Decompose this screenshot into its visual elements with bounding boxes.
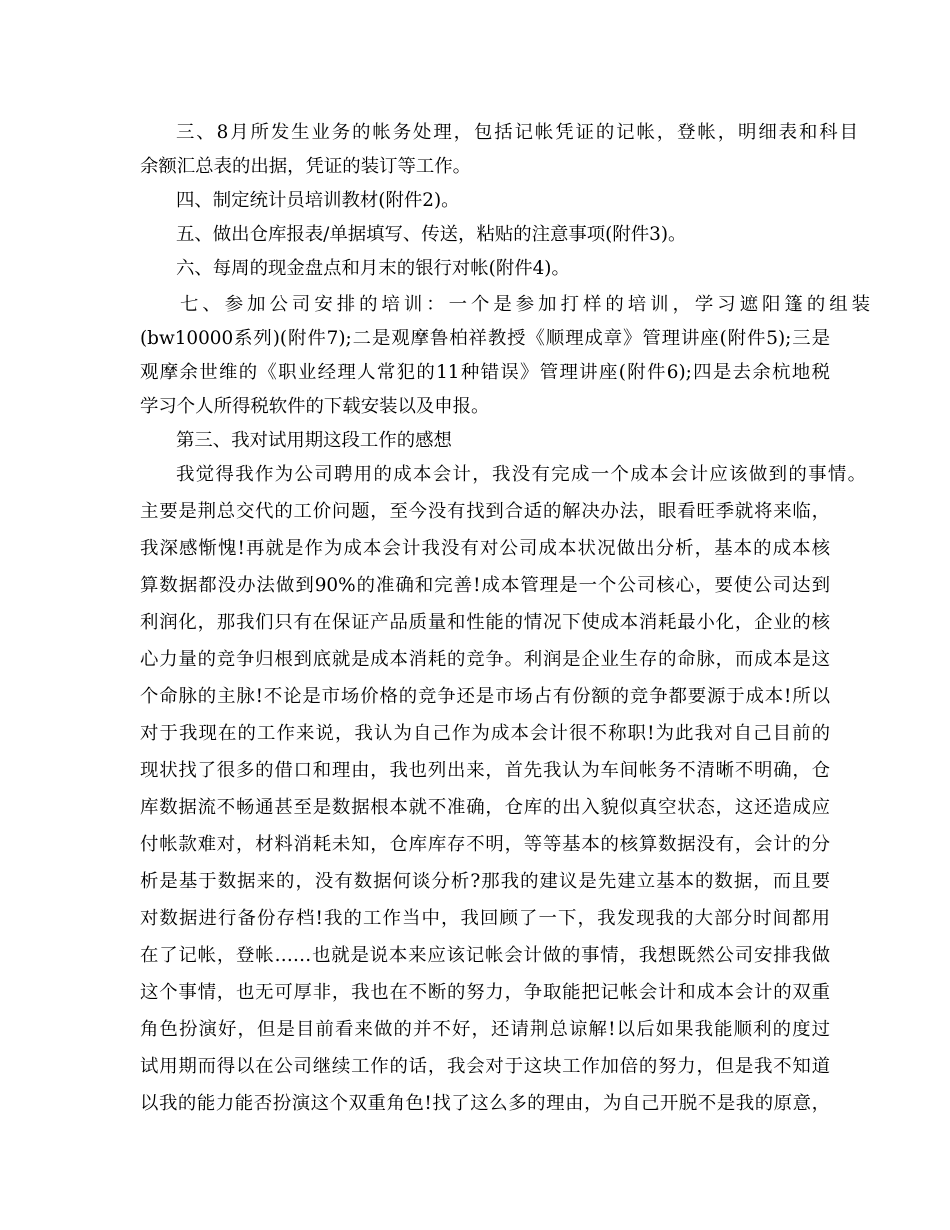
paragraph-item-3-line-2: 余额汇总表的出据，凭证的装订等工作。 [140,156,472,177]
body-line-4: 算数据都没办法做到90%的准确和完善!成本管理是一个公司核心，要使公司达到 [140,575,830,596]
paragraph-item-7-line-1: 七、参加公司安排的培训：一个是参加打样的培训，学习遮阳篷的组装 [180,294,870,315]
body-line-17: 试用期而得以在公司继续工作的话，我会对于这块工作加倍的努力，但是我不知道 [140,1056,830,1077]
paragraph-item-7-line-4: 学习个人所得税软件的下载安装以及申报。 [140,396,490,417]
paragraph-item-7-line-3: 观摩余世维的《职业经理人常犯的11种错误》管理讲座(附件6);四是去余杭地税 [140,362,830,383]
body-line-14: 在了记帐，登帐……也就是说本来应该记帐会计做的事情，我想既然公司安排我做 [140,945,830,966]
body-line-7: 个命脉的主脉!不论是市场价格的竞争还是市场占有份额的竞争都要源于成本!所以 [140,686,830,707]
paragraph-item-4: 四、制定统计员培训教材(附件2)。 [176,190,460,211]
body-line-9: 现状找了很多的借口和理由，我也列出来，首先我认为车间帐务不清晰不明确，仓 [140,760,830,781]
body-line-2: 主要是荆总交代的工价问题，至今没有找到合适的解决办法，眼看旺季就将来临， [140,501,830,522]
body-line-18: 以我的能力能否扮演这个双重角色!找了这么多的理由，为自己开脱不是我的原意， [140,1093,830,1114]
paragraph-item-3-line-1: 三、8月所发生业务的帐务处理，包括记帐凭证的记帐，登帐，明细表和科目 [176,122,858,143]
body-line-8: 对于我现在的工作来说，我认为自己作为成本会计很不称职!为此我对自己目前的 [140,723,830,744]
section-3-heading: 第三、我对试用期这段工作的感想 [176,430,452,451]
body-line-15: 这个事情，也无可厚非，我也在不断的努力，争取能把记帐会计和成本会计的双重 [140,982,830,1003]
paragraph-item-7-line-2: (bw10000系列)(附件7);二是观摩鲁柏祥教授《顺理成章》管理讲座(附件5);三是 [140,328,830,349]
body-line-13: 对数据进行备份存档!我的工作当中，我回顾了一下，我发现我的大部分时间都用 [140,908,830,929]
body-line-10: 库数据流不畅通甚至是数据根本就不准确，仓库的出入貌似真空状态，这还造成应 [140,797,830,818]
body-line-12: 析是基于数据来的，没有数据何谈分析?那我的建议是先建立基本的数据，而且要 [140,871,830,892]
body-line-5: 利润化，那我们只有在保证产品质量和性能的情况下使成本消耗最小化，企业的核 [140,612,830,633]
body-line-3: 我深感惭愧!再就是作为成本会计我没有对公司成本状况做出分析，基本的成本核 [140,538,830,559]
paragraph-item-5: 五、做出仓库报表/单据填写、传送，粘贴的注意事项(附件3)。 [176,224,687,245]
paragraph-item-6: 六、每周的现金盘点和月末的银行对帐(附件4)。 [176,258,570,279]
body-line-16: 角色扮演好，但是目前看来做的并不好，还请荆总谅解!以后如果我能顺利的度过 [140,1019,830,1040]
body-line-6: 心力量的竞争归根到底就是成本消耗的竞争。利润是企业生存的命脉，而成本是这 [140,649,830,670]
document-page [140,118,870,1119]
body-line-1: 我觉得我作为公司聘用的成本会计，我没有完成一个成本会计应该做到的事情。 [176,464,866,485]
body-line-11: 付帐款难对，材料消耗未知，仓库库存不明，等等基本的核算数据没有，会计的分 [140,834,830,855]
